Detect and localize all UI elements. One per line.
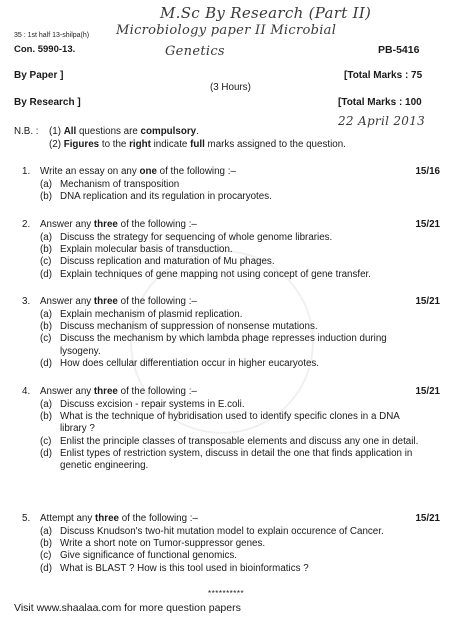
question-1-marks: 15/16	[415, 166, 440, 177]
nb-note-2-bold2: right	[129, 139, 151, 150]
question-4-lead-bold: three	[93, 386, 118, 397]
question-2-item-b	[40, 244, 440, 256]
question-5-lead-pre: Attempt any	[40, 513, 93, 524]
question-4-lead-pre: Answer any	[40, 386, 92, 397]
question-5-lead-bold: three	[95, 513, 119, 524]
question-3-lead	[40, 296, 197, 307]
item-tag: (d)	[40, 357, 52, 369]
question-1-item-a	[40, 179, 440, 191]
nb-note-1-bold: All	[63, 126, 77, 137]
nb-note-1-bold2: compulsory	[140, 126, 197, 137]
item-tag: (a)	[40, 232, 52, 243]
question-5-marks: 15/21	[415, 513, 440, 524]
item-text: What is the technique of hybridisation used to identify specific clones in a DNA library ?	[60, 411, 400, 435]
handwritten-paper: Microbiology paper II Microbial	[116, 23, 337, 38]
question-1-lead-post: of the following :–	[159, 166, 236, 177]
question-5-number: 5.	[22, 513, 31, 524]
item-text: Discuss Knudson's two-hit mutation model to explain occurence of Cancer.	[60, 526, 384, 537]
item-text: Explain mechanism of plasmid replication.	[60, 309, 243, 320]
question-5-lead-post: of the following :–	[121, 513, 198, 524]
question-3-lead-bold: three	[93, 296, 118, 307]
question-2-lead	[40, 219, 197, 230]
question-2-lead-bold: three	[93, 219, 118, 230]
total-marks-paper: [Total Marks : 75	[344, 70, 423, 81]
item-tag: (d)	[40, 268, 52, 280]
item-text: Discuss excision - repair systems in E.coli.	[60, 399, 245, 410]
item-tag: (c)	[40, 550, 52, 562]
by-paper-label: By Paper ]	[14, 70, 64, 81]
question-5-lead	[40, 513, 198, 524]
item-text: Enlist types of restriction system, discuss in detail the one that finds application in genetic engineering.	[60, 447, 413, 472]
question-2-item-a	[40, 232, 440, 244]
question-3-item-d	[40, 358, 420, 370]
item-tag: (b)	[40, 244, 52, 256]
item-tag: (c)	[40, 256, 52, 268]
item-text: Discuss the strategy for sequencing of whole genome libraries.	[60, 232, 333, 243]
question-4-lead	[40, 386, 197, 397]
nb-note-1	[49, 126, 199, 137]
item-tag: (a)	[40, 526, 52, 537]
question-3-marks: 15/21	[415, 296, 440, 307]
question-2-item-d	[40, 269, 440, 281]
item-text: What is BLAST ? How is this tool used in bioinformatics ?	[60, 562, 309, 574]
item-text: Give significance of functional genomics.	[60, 550, 237, 562]
item-tag: (a)	[40, 399, 52, 410]
question-4-item-c	[40, 436, 420, 448]
item-text: Discuss mechanism of suppression of nonsense mutations.	[60, 321, 318, 333]
item-tag: (b)	[40, 321, 52, 333]
question-4-number: 4.	[22, 386, 31, 397]
question-1-item-b	[40, 191, 440, 203]
nb-note-2-bold3: full	[190, 139, 205, 150]
question-2-item-c	[40, 256, 440, 268]
question-2-lead-post: of the following :–	[120, 219, 197, 230]
item-text: Enlist the principle classes of transposable elements and discuss any one in detail.	[60, 435, 419, 447]
question-3-lead-post: of the following :–	[120, 296, 197, 307]
item-text: Explain techniques of gene mapping not using concept of gene transfer.	[60, 268, 371, 280]
end-marker: **********	[208, 589, 245, 598]
question-1-lead-bold: one	[139, 166, 157, 177]
nb-note-2-mid: to the	[101, 139, 127, 150]
item-text: DNA replication and its regulation in procaryotes.	[60, 191, 272, 203]
by-research-label: By Research ]	[14, 97, 81, 108]
question-4-marks: 15/21	[415, 386, 440, 397]
item-tag: (c)	[40, 435, 52, 447]
question-3-item-a	[40, 309, 420, 321]
question-5-item-b	[40, 538, 440, 550]
question-5-item-a	[40, 526, 440, 538]
nb-note-1-text: questions are	[78, 126, 138, 137]
question-2-marks: 15/21	[415, 219, 440, 230]
footer-link-text[interactable]: Visit www.shaalaa.com for more question papers	[14, 602, 241, 614]
question-3-number: 3.	[22, 296, 31, 307]
nb-note-2-mid2: indicate	[153, 139, 188, 150]
question-3-item-c	[40, 333, 420, 357]
nb-note-2-end: marks assigned to the question.	[207, 139, 346, 150]
handwritten-date: 22 April 2013	[338, 114, 426, 128]
con-number: Con. 5990-13.	[14, 44, 76, 55]
item-text: How does cellular differentiation occur in higher eucaryotes.	[60, 357, 320, 369]
question-1-lead-pre: Write an essay on any	[40, 166, 137, 177]
question-5-item-d	[40, 563, 440, 575]
batch-note: 35 : 1st half 13-shilpa(h)	[14, 32, 90, 39]
total-marks-research: [Total Marks : 100	[338, 97, 422, 108]
nb-note-1-num: (1)	[49, 126, 61, 137]
question-1-number: 1.	[22, 166, 31, 177]
item-tag: (c)	[40, 333, 52, 345]
nb-note-2-num: (2)	[49, 139, 61, 150]
nb-note-2-bold: Figures	[63, 139, 100, 150]
item-tag: (b)	[40, 411, 52, 423]
item-tag: (a)	[40, 179, 52, 190]
question-2-number: 2.	[22, 219, 31, 230]
nb-note-2	[49, 139, 346, 150]
item-text: Discuss the mechanism by which lambda phage represses induction during lysogeny.	[60, 333, 387, 357]
item-text: Explain molecular basis of transduction.	[60, 244, 233, 256]
question-2-lead-pre: Answer any	[40, 219, 92, 230]
item-tag: (d)	[40, 447, 52, 459]
question-5-item-c	[40, 550, 440, 562]
item-tag: (b)	[40, 538, 52, 550]
question-4-item-b	[40, 411, 420, 435]
item-tag: (d)	[40, 562, 52, 574]
item-text: Discuss replication and maturation of Mu phages.	[60, 256, 275, 268]
handwritten-subject: Genetics	[165, 44, 225, 59]
question-3-item-b	[40, 321, 420, 333]
item-tag: (a)	[40, 309, 52, 320]
question-1-lead	[40, 166, 236, 177]
nb-label: N.B. :	[14, 126, 39, 137]
handwritten-course: M.Sc By Research (Part II)	[160, 4, 372, 22]
duration: (3 Hours)	[210, 82, 251, 93]
question-3-lead-pre: Answer any	[40, 296, 92, 307]
nb-note-1-end: .	[196, 126, 199, 137]
item-text: Mechanism of transposition	[60, 179, 180, 190]
question-4-item-a	[40, 399, 420, 411]
item-tag: (b)	[40, 191, 52, 203]
item-text: Write a short note on Tumor-suppressor genes.	[60, 538, 266, 550]
question-4-lead-post: of the following :–	[120, 386, 197, 397]
question-4-item-d	[40, 448, 420, 472]
paper-code: PB-5416	[378, 44, 420, 56]
